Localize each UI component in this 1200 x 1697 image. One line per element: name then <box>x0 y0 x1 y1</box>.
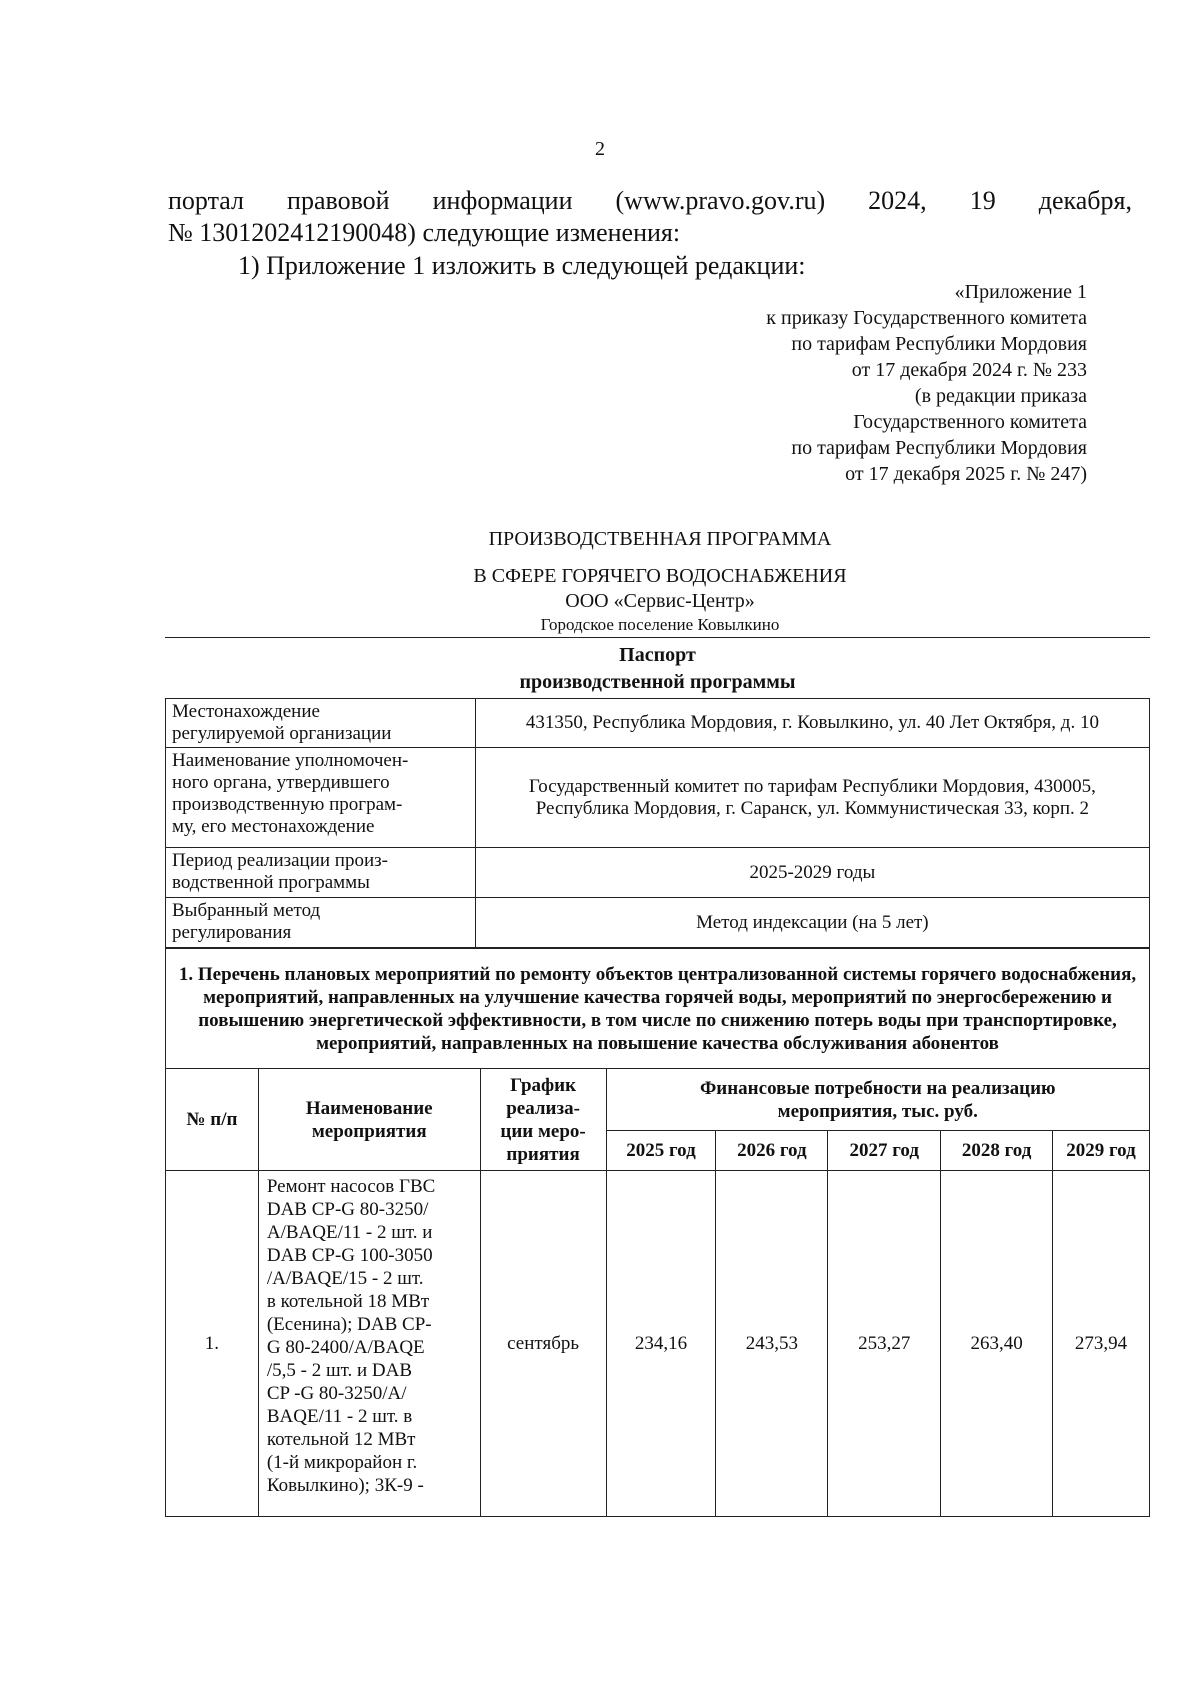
section-title-row <box>166 949 1150 1069</box>
label-line: производственную програм- <box>172 794 403 815</box>
passport-value <box>475 699 1149 748</box>
header-num: № п/п <box>166 1069 259 1171</box>
header-line: мероприятия, тыс. руб. <box>777 1100 978 1122</box>
intro-line-2: № 1301202412190048) следующие изменения: <box>168 218 681 247</box>
settlement-underline <box>165 637 1150 638</box>
header-finance <box>606 1069 1149 1131</box>
header-year: 2029 год <box>1053 1131 1150 1171</box>
intro-word: 2024, <box>868 186 927 215</box>
value-line: Государственный комитет по тарифам Республики Мордовия, 430005, <box>528 775 1096 797</box>
row-event-name <box>258 1171 480 1517</box>
event-line: котельной 12 МВт <box>266 1429 416 1450</box>
event-line: DAB CP-G 80-3250/ <box>266 1199 429 1220</box>
passport-table <box>165 698 1150 948</box>
appendix-line: от 17 декабря 2024 г. № 233 <box>851 359 1087 381</box>
passport-heading <box>165 642 1150 696</box>
value-line: 2025-2029 годы <box>749 861 876 883</box>
header-line: ции меро- <box>500 1120 586 1142</box>
section-title: 1. Перечень плановых мероприятий по ремонту объектов централизованной системы горячего водоснабжения, мероприятий, направленных на улучшение качества горячей воды, мероприятий по энергосбережению и повышению энергетической эффективности, в том числе по снижению потерь воды при транспортировке, мероприятий, направленных на повышение качества обслуживания абонентов <box>166 949 1150 1069</box>
settlement-name: Городское поселение Ковылкино <box>540 615 780 634</box>
table-row <box>166 1171 1150 1517</box>
value-line: Республика Мордовия, г. Саранск, ул. Коммунистическая 33, корп. 2 <box>535 797 1090 819</box>
passport-row <box>166 699 1150 748</box>
header-year: 2028 год <box>941 1131 1053 1171</box>
header-line: реализа- <box>506 1097 580 1119</box>
header-row <box>166 1069 1150 1131</box>
intro-word: портал <box>168 186 244 215</box>
header-line: Финансовые потребности на реализацию <box>699 1077 1056 1099</box>
appendix-line: по тарифам Республики Мордовия <box>791 333 1087 355</box>
intro-word: информации <box>432 186 573 215</box>
appendix-reference <box>766 279 1087 487</box>
event-line: (1-й микрорайон г. <box>266 1452 418 1473</box>
label-line: му, его местонахождение <box>172 816 375 837</box>
passport-row <box>166 898 1150 948</box>
program-subtitle: В СФЕРЕ ГОРЯЧЕГО ВОДОСНАБЖЕНИЯ <box>473 565 847 587</box>
event-line: Ремонт насосов ГВС <box>266 1176 436 1197</box>
label-line: регулирования <box>172 922 292 943</box>
program-title: ПРОИЗВОДСТВЕННАЯ ПРОГРАММА <box>488 528 832 550</box>
label-line: Наименование уполномочен- <box>172 750 409 771</box>
row-schedule: сентябрь <box>480 1171 606 1517</box>
header-line: мероприятия <box>311 1120 427 1142</box>
header-line: График <box>510 1074 577 1096</box>
row-num: 1. <box>166 1171 259 1517</box>
event-line: в котельной 18 МВт <box>266 1291 430 1312</box>
passport-value <box>475 898 1149 948</box>
passport-row <box>166 748 1150 848</box>
intro-line-1 <box>168 186 1132 216</box>
label-line: Выбранный метод <box>172 900 321 921</box>
passport-label <box>166 848 476 898</box>
appendix-line: от 17 декабря 2025 г. № 247) <box>845 463 1087 485</box>
row-value-2027: 253,27 <box>828 1171 941 1517</box>
intro-word: декабря, <box>1038 186 1132 215</box>
event-line: Ковылкино); 3К-9 - <box>266 1475 424 1496</box>
header-name <box>258 1069 480 1171</box>
appendix-line: Государственного комитета <box>853 411 1087 433</box>
header-line: приятия <box>506 1143 580 1165</box>
intro-word: правовой <box>287 186 390 215</box>
passport-label <box>166 699 476 748</box>
passport-value <box>475 848 1149 898</box>
value-line: Метод индексации (на 5 лет) <box>696 911 929 933</box>
value-line: 431350, Республика Мордовия, г. Ковылкино, ул. 40 Лет Октября, д. 10 <box>525 712 1099 733</box>
appendix-line: «Приложение 1 <box>954 281 1087 303</box>
header-year: 2027 год <box>828 1131 941 1171</box>
event-line: (Есенина); DAB CP- <box>266 1314 432 1335</box>
event-line: /A/BAQE/15 - 2 шт. <box>266 1268 424 1289</box>
event-line: A/BAQE/11 - 2 шт. и <box>266 1222 433 1243</box>
label-line: ного органа, утвердившего <box>172 772 390 793</box>
row-value-2029: 273,94 <box>1053 1171 1150 1517</box>
plan-table <box>165 948 1150 1517</box>
passport-heading-line: Паспорт <box>619 644 696 666</box>
passport-label <box>166 748 476 848</box>
passport-row <box>166 848 1150 898</box>
intro-word: 19 <box>969 186 996 215</box>
label-line: Местонахождение <box>172 701 320 722</box>
header-year: 2026 год <box>716 1131 828 1171</box>
event-line: CP -G 80-3250/A/ <box>266 1383 407 1404</box>
header-schedule <box>480 1069 606 1171</box>
header-year: 2025 год <box>606 1131 716 1171</box>
event-line: G 80-2400/A/BAQE <box>266 1337 425 1358</box>
label-line: регулируемой организации <box>172 723 392 744</box>
intro-word: (www.pravo.gov.ru) <box>615 186 826 215</box>
organization-name: ООО «Сервис-Центр» <box>565 590 755 612</box>
event-line: DAB CP-G 100-3050 <box>266 1245 433 1266</box>
appendix-line: к приказу Государственного комитета <box>766 307 1087 329</box>
event-line: /5,5 - 2 шт. и DAB <box>266 1360 412 1381</box>
event-line: BAQE/11 - 2 шт. в <box>266 1406 413 1427</box>
page-number: 2 <box>595 138 605 160</box>
appendix-line: по тарифам Республики Мордовия <box>791 437 1087 459</box>
label-line: Период реализации произ- <box>172 850 388 871</box>
passport-label <box>166 898 476 948</box>
header-line: Наименование <box>305 1097 433 1119</box>
row-value-2025: 234,16 <box>606 1171 716 1517</box>
row-value-2026: 243,53 <box>716 1171 828 1517</box>
passport-value <box>475 748 1149 848</box>
label-line: водственной программы <box>172 872 370 893</box>
appendix-line: (в редакции приказа <box>914 385 1087 407</box>
passport-heading-line: производственной программы <box>519 671 796 693</box>
row-value-2028: 263,40 <box>941 1171 1053 1517</box>
intro-line-3: 1) Приложение 1 изложить в следующей редакции: <box>238 251 806 280</box>
